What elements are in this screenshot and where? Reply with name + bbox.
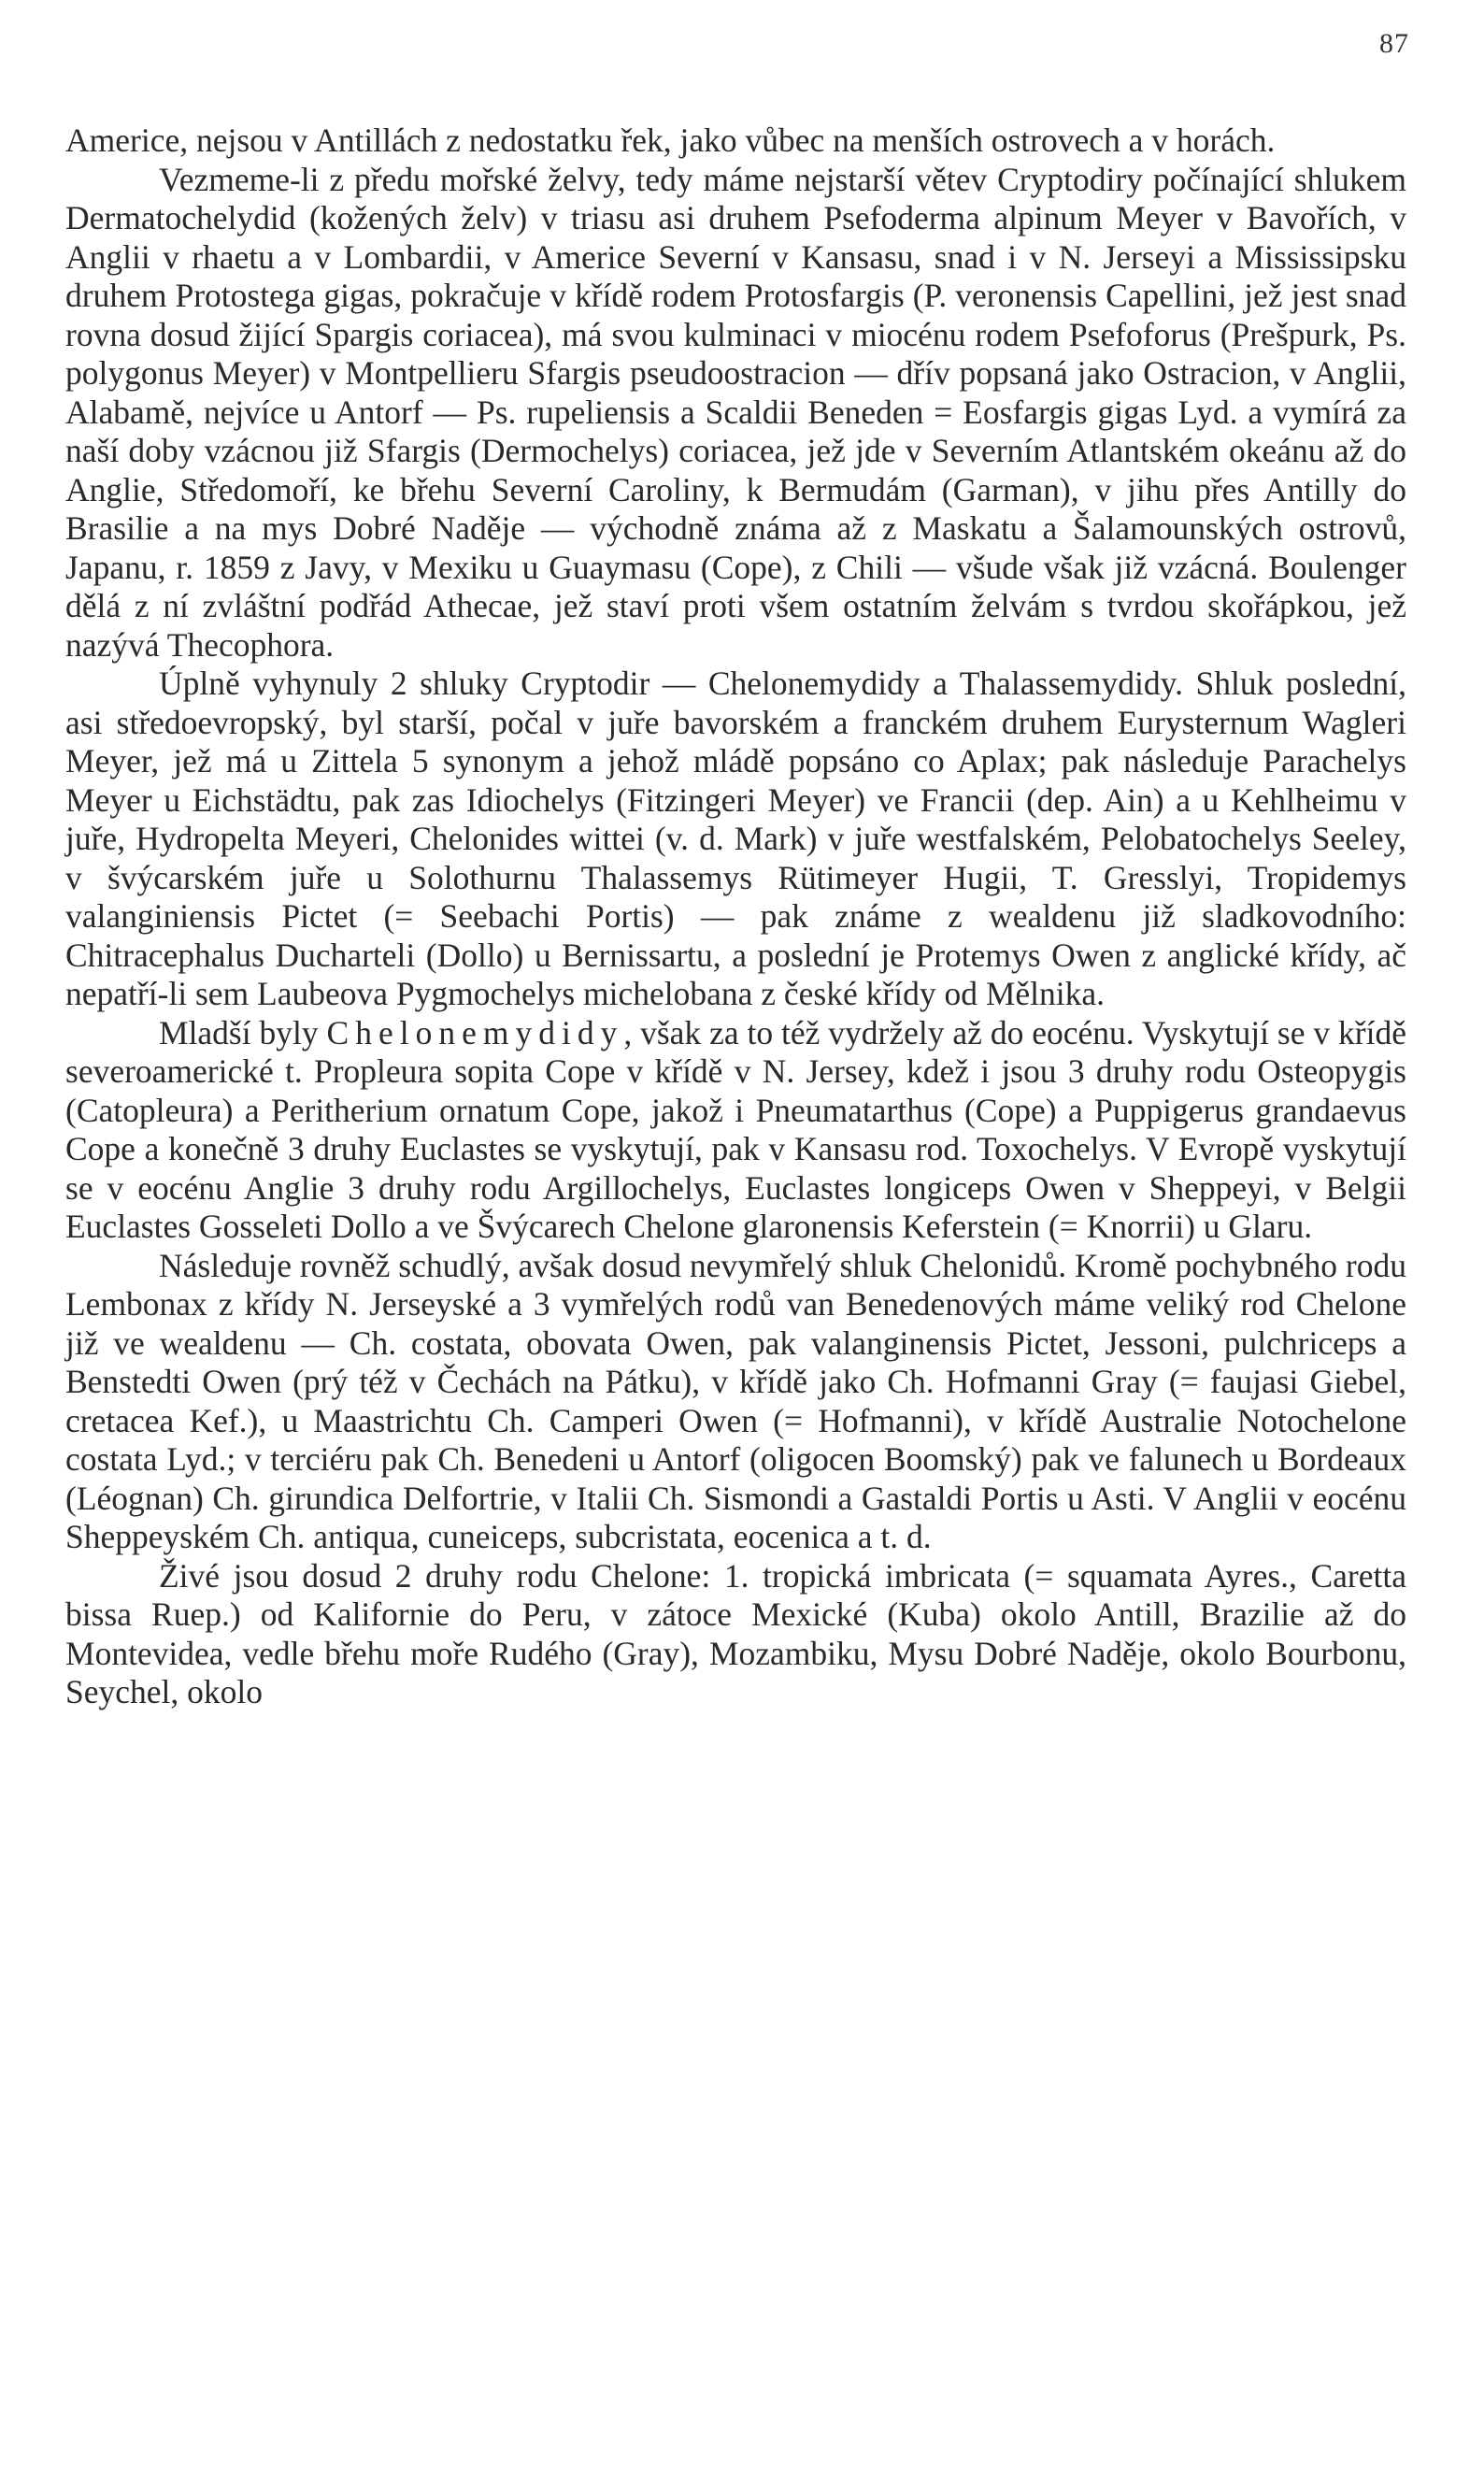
paragraph-3: Úplně vyhynuly 2 shluky Cryptodir — Chelonemydidy a Thalassemydidy. Shluk poslední, asi středoevropský, byl starší, počal v juře bavorském a franckém druhem Eurysternum Wagleri Meyer, jež má u Zittela 5 synonym a jehož mládě popsáno co Aplax; pak následuje Parachelys Meyer u Eichstädtu, pak zas Idiochelys (Fitzingeri Meyer) ve Francii (dep. Ain) a u Kehlheimu v juře, Hydropelta Meyeri, Chelonides wittei (v. d. Mark) v juře westfalském, Pelobatochelys Seeley, v švýcarském juře u Solothurnu Thalassemys Rütimeyer Hugii, T. Gresslyi, Tropidemys valanginiensis Pictet (= Seebachi Portis) — pak známe z wealdenu již sladkovodního: Chitracephalus Ducharteli (Dollo) u Bernissartu, a poslední je Protemys Owen z anglické křídy, ač nepatří-li sem Laubeova Pygmochelys michelobana z české křídy od Mělnika.: [65, 665, 1406, 1012]
paragraph-2: Vezmeme-li z předu mořské želvy, tedy máme nejstarší větev Cryptodiry počínající shlukem Dermatochelydid (kožených želv) v triasu asi druhem Psefoderma alpinum Meyer v Bavořích, v Anglii v rhaetu a v Lombardii, v Americe Severní v Kansasu, snad i v N. Jerseyi a Mississipsku druhem Protostega gigas, pokračuje v křídě rodem Protosfargis (P. veronensis Capellini, jež jest snad rovna dosud žijící Spargis coriacea), má svou kulminaci v miocénu rodem Psefoforus (Prešpurk, Ps. polygonus Meyer) v Montpellieru Sfargis pseudoostracion — dřív popsaná jako Ostracion, v Anglii, Alabamě, nejvíce u Antorf — Ps. rupeliensis a Scaldii Beneden = Eosfargis gigas Lyd. a vymírá za naší doby vzácnou již Sfargis (Dermochelys) coriacea, jež jde v Severním Atlantském okeánu až do Anglie, Středomoří, ke břehu Severní Caroliny, k Bermudám (Garman), v jihu přes Antilly do Brasilie a na mys Dobré Naděje — východně známa až z Maskatu a Šalamounských ostrovů, Japanu, r. 1859 z Javy, v Mexiku u Guaymasu (Cope), z Chili — všude však již vzácná. Boulenger dělá z ní zvláštní podřád Athecae, jež staví proti všem ostatním želvám s tvrdou skořápkou, jež nazývá Thecophora.: [65, 160, 1406, 664]
paragraph-4-prefix: Mladší byly: [159, 1013, 327, 1052]
paragraph-4-rest: , však za to též vydržely až do eocénu. Vyskytují se v křídě severoamerické t. Propleura sopita Cope v křídě v N. Jersey, kdež i jsou 3 druhy rodu Osteopygis (Catopleura) a Peritherium ornatum Cope, jakož i Pneumatarthus (Cope) a Puppigerus grandaevus Cope a konečně 3 druhy Euclastes se vyskytují, pak v Kansasu rod. Toxochelys. V Evropě vyskytují se v eocénu Anglie 3 druhy rodu Argillochelys, Euclastes longiceps Owen v Sheppeyi, v Belgii Euclastes Gosseleti Dollo a ve Švýcarech Chelone glaronensis Keferstein (= Knorrii) u Glaru.: [65, 1013, 1406, 1245]
paragraph-4: [65, 1014, 1406, 1247]
paragraph-5: Následuje rovněž schudlý, avšak dosud nevymřelý shluk Chelonidů. Kromě pochybného rodu Lembonax z křídy N. Jerseyské a 3 vymřelých rodů van Benedenových máme veliký rod Chelone již ve wealdenu — Ch. costata, obovata Owen, pak valanginensis Pictet, Jessoni, pulchriceps a Benstedti Owen (prý též v Čechách na Pátku), v křídě jako Ch. Hofmanni Gray (= faujasi Giebel, cretacea Kef.), u Maastrichtu Ch. Camperi Owen (= Hofmanni), v křídě Australie Notochelone costata Lyd.; v terciéru pak Ch. Benedeni u Antorf (oligocen Boomský) pak ve falunech u Bordeaux (Léognan) Ch. girundica Delfortrie, v Italii Ch. Sismondi a Gastaldi Portis u Asti. V Anglii v eocénu Sheppeyském Ch. antiqua, cuneiceps, subcristata, eocenica a t. d.: [65, 1246, 1406, 1555]
paragraph-4-spaced-term: Chelonemydidy: [326, 1013, 624, 1052]
paragraph-1: Americe, nejsou v Antillách z nedostatku řek, jako vůbec na menších ostrovech a v horách.: [65, 122, 1276, 159]
body-text: [65, 122, 1406, 1712]
paragraph-6: Živé jsou dosud 2 druhy rodu Chelone: 1. tropická imbricata (= squamata Ayres., Caretta bissa Ruep.) od Kalifornie do Peru, v zátoce Mexické (Kuba) okolo Antill, Brazilie až do Montevidea, vedle břehu moře Rudého (Gray), Mozambiku, Mysu Dobré Naděje, okolo Bourbonu, Seychel, okolo: [65, 1556, 1406, 1710]
page-number: 87: [1379, 28, 1409, 59]
